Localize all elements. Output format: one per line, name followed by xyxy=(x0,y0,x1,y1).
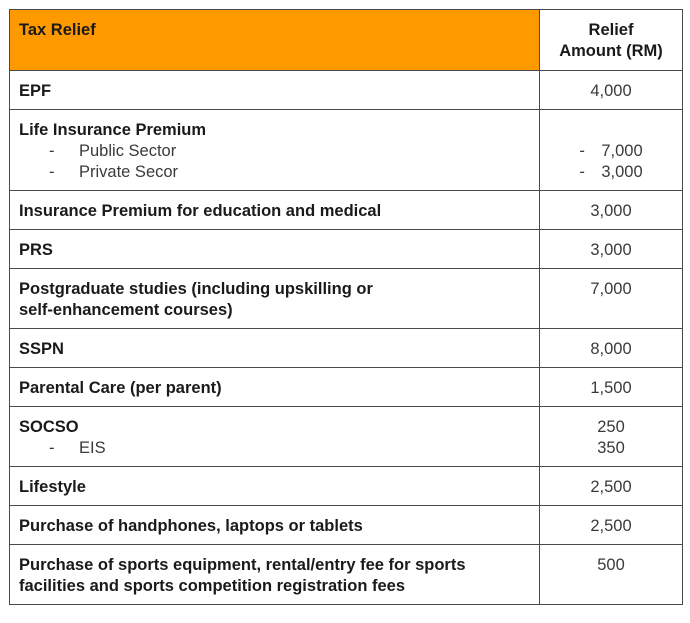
table-row xyxy=(10,368,683,407)
table-row xyxy=(10,269,683,329)
row-label: Insurance Premium for education and medical xyxy=(10,191,540,230)
row-amount: 2,500 xyxy=(540,467,683,506)
header-row xyxy=(10,10,683,71)
sub-amount-dash: - xyxy=(579,163,585,181)
row-label xyxy=(10,545,540,605)
header-relief-amount-line1: Relief xyxy=(588,21,634,39)
row-amount: 4,000 xyxy=(540,71,683,110)
sub-amount-value: 350 xyxy=(597,439,625,457)
header-relief-amount-line2: Amount (RM) xyxy=(559,42,663,60)
row-label: Lifestyle xyxy=(10,467,540,506)
table-row xyxy=(10,71,683,110)
row-amount: 1,500 xyxy=(540,368,683,407)
sub-amount xyxy=(544,162,678,183)
row-amount xyxy=(540,110,683,191)
sub-amount-value: 3,000 xyxy=(601,163,643,181)
sub-item xyxy=(19,141,530,162)
sub-item-text: EIS xyxy=(79,439,106,457)
sub-amount xyxy=(544,141,678,162)
row-amount: 3,000 xyxy=(540,230,683,269)
row-label xyxy=(10,110,540,191)
row-amount: 3,000 xyxy=(540,191,683,230)
table-row xyxy=(10,110,683,191)
row-label-main: SOCSO xyxy=(19,418,79,436)
row-label-line1: Purchase of sports equipment, rental/entry fee for sports xyxy=(19,556,466,574)
table-row xyxy=(10,467,683,506)
row-label: Parental Care (per parent) xyxy=(10,368,540,407)
row-label-line2: self-enhancement courses) xyxy=(19,301,233,319)
row-amount: 500 xyxy=(540,545,683,605)
sub-item xyxy=(19,438,530,459)
table-row xyxy=(10,329,683,368)
row-amount-main: 250 xyxy=(597,418,625,436)
sub-item-dash: - xyxy=(49,163,55,181)
table-row xyxy=(10,191,683,230)
sub-amount-value: 7,000 xyxy=(601,142,643,160)
row-amount: 7,000 xyxy=(540,269,683,329)
row-label-line2: facilities and sports competition registration fees xyxy=(19,577,406,595)
row-label: SSPN xyxy=(10,329,540,368)
row-label: Purchase of handphones, laptops or tablets xyxy=(10,506,540,545)
row-label-main: Life Insurance Premium xyxy=(19,121,207,139)
row-label-line1: Postgraduate studies (including upskilling or xyxy=(19,280,373,298)
table-row xyxy=(10,545,683,605)
table-row xyxy=(10,407,683,467)
row-label xyxy=(10,269,540,329)
sub-item-text: Private Secor xyxy=(79,163,179,181)
tax-relief-table xyxy=(9,9,683,605)
row-label: EPF xyxy=(10,71,540,110)
sub-item xyxy=(19,162,530,183)
row-amount xyxy=(540,407,683,467)
sub-item-dash: - xyxy=(49,439,55,457)
header-relief-amount xyxy=(540,10,683,71)
row-label xyxy=(10,407,540,467)
sub-amount-dash: - xyxy=(579,142,585,160)
header-tax-relief: Tax Relief xyxy=(10,10,540,71)
table-row xyxy=(10,230,683,269)
table-row xyxy=(10,506,683,545)
sub-item-text: Public Sector xyxy=(79,142,177,160)
sub-item-dash: - xyxy=(49,142,55,160)
row-label: PRS xyxy=(10,230,540,269)
row-amount: 8,000 xyxy=(540,329,683,368)
row-amount: 2,500 xyxy=(540,506,683,545)
